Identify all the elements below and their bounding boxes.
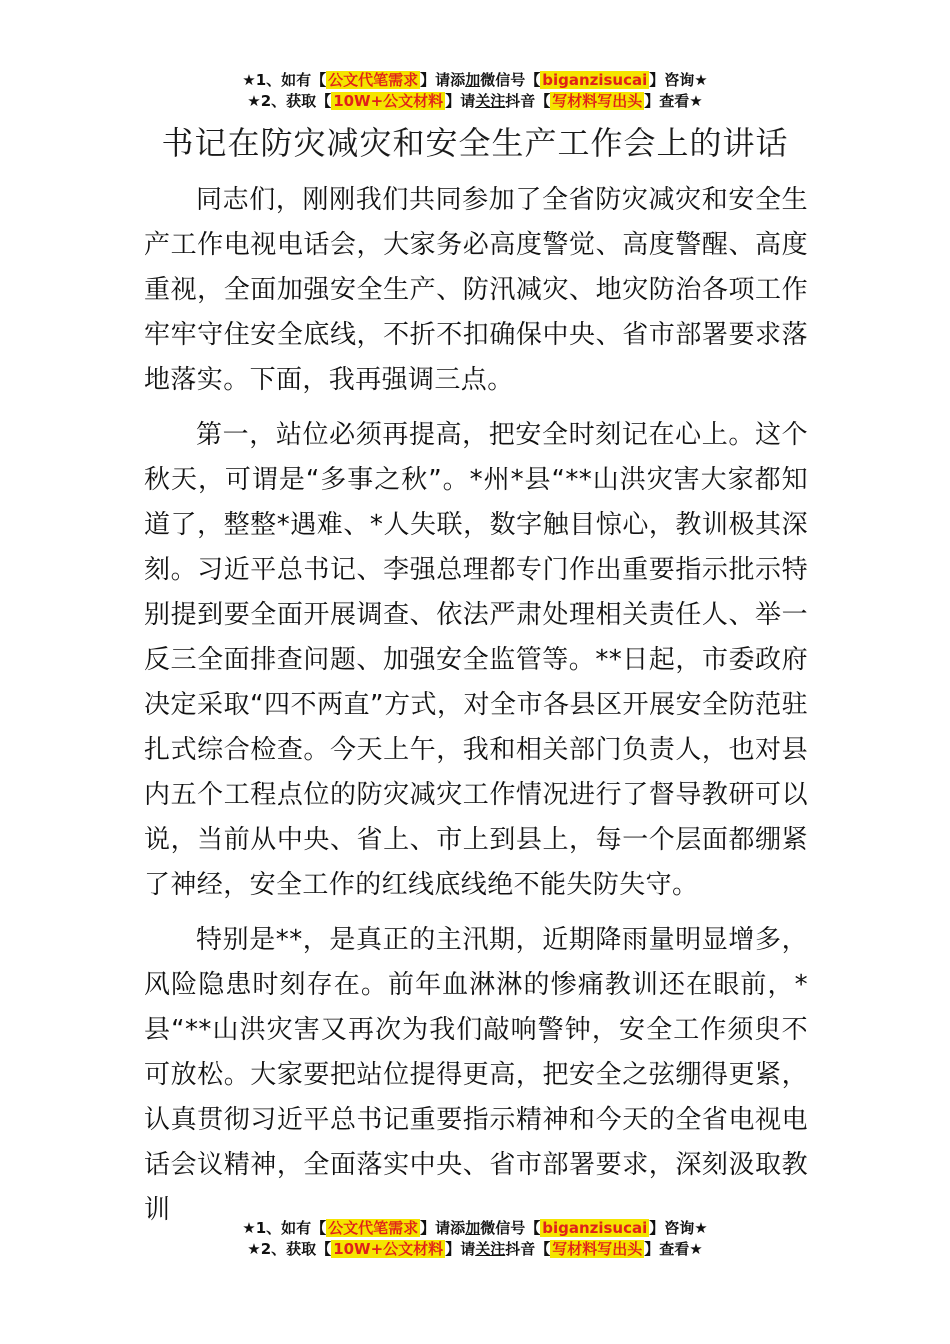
- header-banner: [0, 70, 950, 112]
- banner-wechat-id: biganzisucai: [542, 71, 648, 89]
- banner-underlined: 加: [465, 71, 481, 89]
- banner-text: ★2、获取【: [247, 92, 332, 110]
- banner-text: 】咨询★: [649, 71, 708, 89]
- banner-underlined: 关注: [475, 1240, 506, 1258]
- paragraph: 第一，站位必须再提高，把安全时刻记在心上。这个秋天，可谓是“多事之秋”。*州*县“**山洪灾害大家都知道了，整整*遇难、*人失联，数字触目惊心，教训极其深刻。习近平总书记、李强总理都专门作出重要指示批示特别提到要全面开展调查、依法严肃处理相关责任人、举一反三全面排查问题、加强安全监管等。**日起，市委政府决定采取“四不两直”方式，对全市各县区开展安全防范驻扎式综合检查。今天上午，我和相关部门负责人，也对县内五个工程点位的防灾减灾工作情况进行了督导教研可以说，当前从中央、省上、市上到县上，每一个层面都绷紧了神经，安全工作的红线底线绝不能失防失守。: [144, 420, 808, 900]
- banner-douyin-id: 写材料写出头: [552, 92, 643, 110]
- banner-text: 微信号【: [480, 1219, 541, 1237]
- document-title: 书记在防灾减灾和安全生产工作会上的讲话: [161, 124, 789, 162]
- banner-text: 】请: [445, 1240, 476, 1258]
- banner-highlight: 公文代笔需求: [328, 1219, 419, 1237]
- banner-wechat-id: biganzisucai: [542, 1219, 648, 1237]
- paragraph: 同志们，刚刚我们共同参加了全省防灾减灾和安全生产工作电视电话会，大家务必高度警觉、高度警醒、高度重视，全面加强安全生产、防汛减灾、地灾防治各项工作牢牢守住安全底线，不折不扣确保中央、省市部署要求落地落实。下面，我再强调三点。: [144, 185, 808, 395]
- banner-line-2: [0, 1239, 950, 1260]
- banner-text: ★1、如有【: [242, 1219, 327, 1237]
- banner-text: 】查看★: [644, 92, 703, 110]
- banner-text: 】请: [445, 92, 476, 110]
- banner-line-1: [0, 1218, 950, 1239]
- paragraph: 特别是**，是真正的主汛期，近期降雨量明显增多，风险隐患时刻存在。前年血淋淋的惨痛教训还在眼前，*县“**山洪灾害又再次为我们敲响警钟，安全工作须臾不可放松。大家要把站位提得更高，把安全之弦绷得更紧，认真贯彻习近平总书记重要指示精神和今天的全省电视电话会议精神，全面落实中央、省市部署要求，深刻汲取教训: [144, 925, 808, 1225]
- document-body: [144, 178, 808, 1243]
- footer-banner: [0, 1218, 950, 1260]
- banner-highlight: 10W+公文材料: [333, 92, 444, 110]
- banner-text: 抖音【: [505, 1240, 551, 1258]
- banner-text: 抖音【: [505, 92, 551, 110]
- banner-text: 】请添: [420, 71, 466, 89]
- banner-underlined: 关注: [475, 92, 506, 110]
- banner-text: ★1、如有【: [242, 71, 327, 89]
- banner-underlined: 加: [465, 1219, 481, 1237]
- banner-highlight: 10W+公文材料: [333, 1240, 444, 1258]
- banner-highlight: 公文代笔需求: [328, 71, 419, 89]
- banner-text: 】请添: [420, 1219, 466, 1237]
- banner-text: 】查看★: [644, 1240, 703, 1258]
- banner-text: 】咨询★: [649, 1219, 708, 1237]
- banner-text: 微信号【: [480, 71, 541, 89]
- banner-line-2: [0, 91, 950, 112]
- banner-douyin-id: 写材料写出头: [552, 1240, 643, 1258]
- banner-text: ★2、获取【: [247, 1240, 332, 1258]
- banner-line-1: [0, 70, 950, 91]
